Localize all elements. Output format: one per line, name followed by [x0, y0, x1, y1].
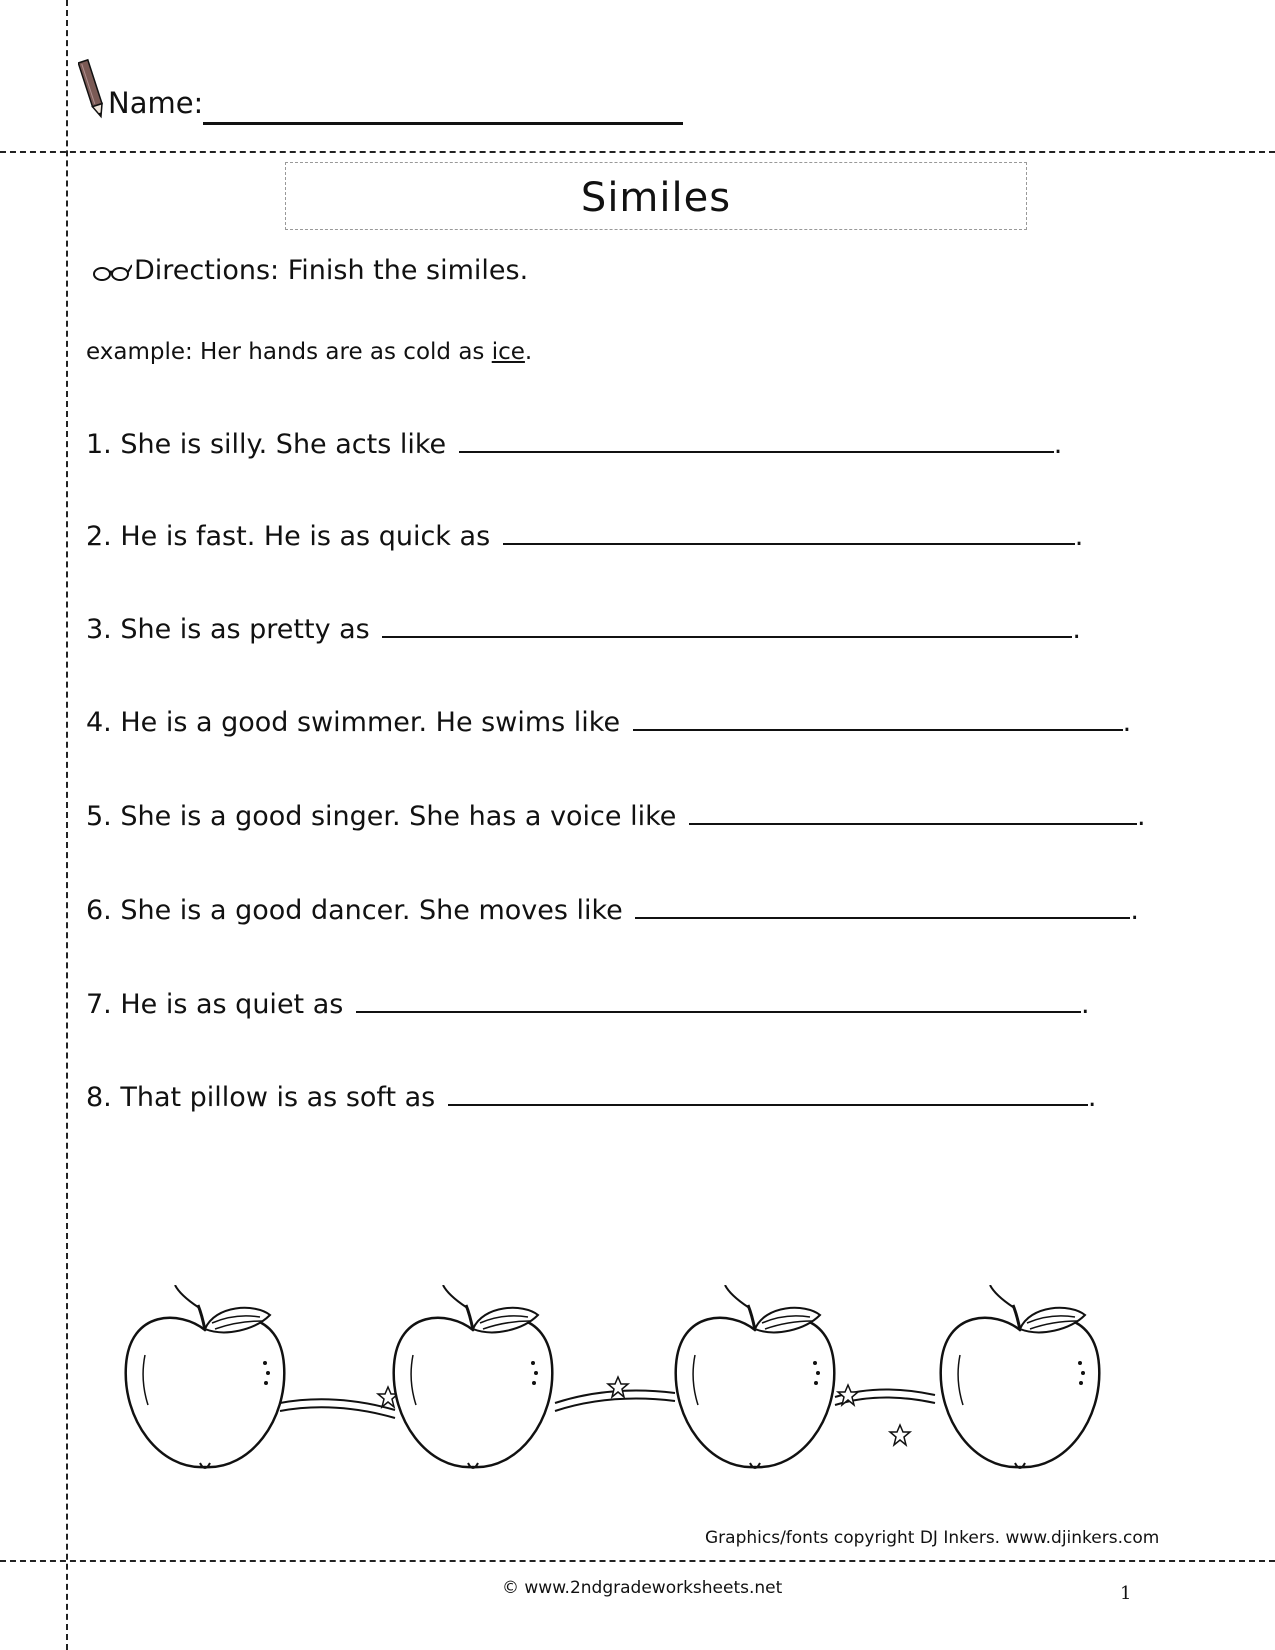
simile-end: . [1087, 1082, 1097, 1113]
answer-blank-3[interactable] [382, 610, 1072, 638]
simile-item-1 [86, 425, 1062, 465]
simile-prompt: 8. That pillow is as soft as [86, 1082, 436, 1113]
page-title: Similes [580, 175, 732, 221]
answer-blank-6[interactable] [635, 891, 1130, 919]
simile-prompt: 2. He is fast. He is as quick as [86, 521, 491, 552]
left-cut-guide [66, 0, 68, 1650]
simile-end: . [1130, 895, 1139, 926]
simile-prompt: 5. She is a good singer. She has a voice like [86, 801, 677, 832]
answer-blank-2[interactable] [503, 517, 1075, 545]
name-label: Name: [108, 86, 204, 120]
footer-url: © www.2ndgradeworksheets.net [502, 1578, 783, 1598]
simile-end: . [1122, 707, 1132, 738]
simile-end: . [1074, 521, 1084, 552]
pencil-icon [78, 56, 106, 122]
answer-blank-8[interactable] [448, 1078, 1088, 1106]
simile-prompt: 6. She is a good dancer. She moves like [86, 895, 623, 926]
simile-end: . [1053, 429, 1063, 460]
simile-item-3 [86, 610, 1081, 650]
simile-end: . [1136, 801, 1146, 832]
simile-end: . [1080, 989, 1090, 1020]
simile-item-4 [86, 703, 1131, 743]
simile-item-8 [86, 1078, 1096, 1118]
example [86, 339, 532, 365]
directions-text: Directions: Finish the similes. [134, 255, 529, 286]
simile-item-7 [86, 985, 1090, 1025]
example-period: . [524, 339, 533, 365]
simile-item-2 [86, 517, 1083, 557]
copyright-credit: Graphics/fonts copyright DJ Inkers. www.djinkers.com [705, 1528, 1160, 1548]
example-answer: ice [491, 339, 525, 365]
answer-blank-7[interactable] [356, 985, 1081, 1013]
apple-border-illustration [120, 1285, 1160, 1485]
simile-item-6 [86, 891, 1139, 931]
bottom-cut-guide [0, 1560, 1275, 1562]
simile-end: . [1072, 614, 1081, 645]
answer-blank-5[interactable] [689, 797, 1137, 825]
simile-prompt: 3. She is as pretty as [86, 614, 370, 645]
answer-blank-4[interactable] [633, 703, 1123, 731]
directions [92, 255, 528, 286]
simile-item-5 [86, 797, 1146, 837]
example-text: example: Her hands are as cold as [86, 339, 492, 365]
simile-prompt: 1. She is silly. She acts like [86, 429, 447, 460]
title-box [285, 162, 1027, 230]
glasses-icon [92, 262, 132, 282]
page-number: 1 [1120, 1583, 1132, 1604]
top-cut-guide [0, 151, 1275, 153]
name-field[interactable] [203, 122, 683, 125]
answer-blank-1[interactable] [459, 425, 1054, 453]
simile-prompt: 4. He is a good swimmer. He swims like [86, 707, 621, 738]
simile-prompt: 7. He is as quiet as [86, 989, 344, 1020]
